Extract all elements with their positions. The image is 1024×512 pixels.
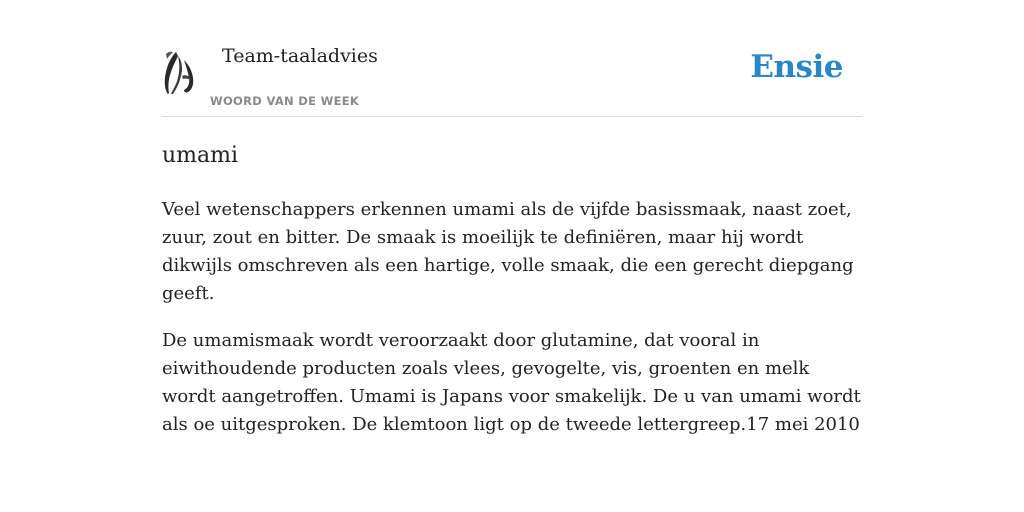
word-title: umami	[162, 143, 239, 168]
card-header	[162, 44, 862, 117]
article-paragraph-2	[162, 327, 862, 439]
section-label: WOORD VAN DE WEEK	[210, 94, 360, 108]
nederlandse-taalunie-logo-icon	[162, 48, 198, 96]
article-paragraph-1	[162, 196, 862, 308]
paragraph-2-text: De umamismaak wordt veroorzaakt door glutamine, dat vooral in eiwithoudende producten zoals vlees, gevogelte, vis, groenten en melk wordt aangetroffen. Umami is Japans voor smakelijk. De u van umami wordt als oe uitgesproken. De klemtoon ligt op de tweede lettergreep.	[162, 330, 861, 435]
publication-date: 17 mei 2010	[746, 414, 860, 435]
paragraph-1-text: Veel wetenschappers erkennen umami als de vijfde basissmaak, naast zoet, zuur, zout en bitter. De smaak is moeilijk te definiëren, maar hij wordt dikwijls omschreven als een hartige, volle smaak, die een gerecht diepgang geeft.	[162, 199, 854, 304]
word-card	[162, 44, 862, 439]
org-name: Team-taaladvies	[222, 45, 378, 67]
brand-logo-link[interactable]: Ensie	[750, 49, 843, 85]
